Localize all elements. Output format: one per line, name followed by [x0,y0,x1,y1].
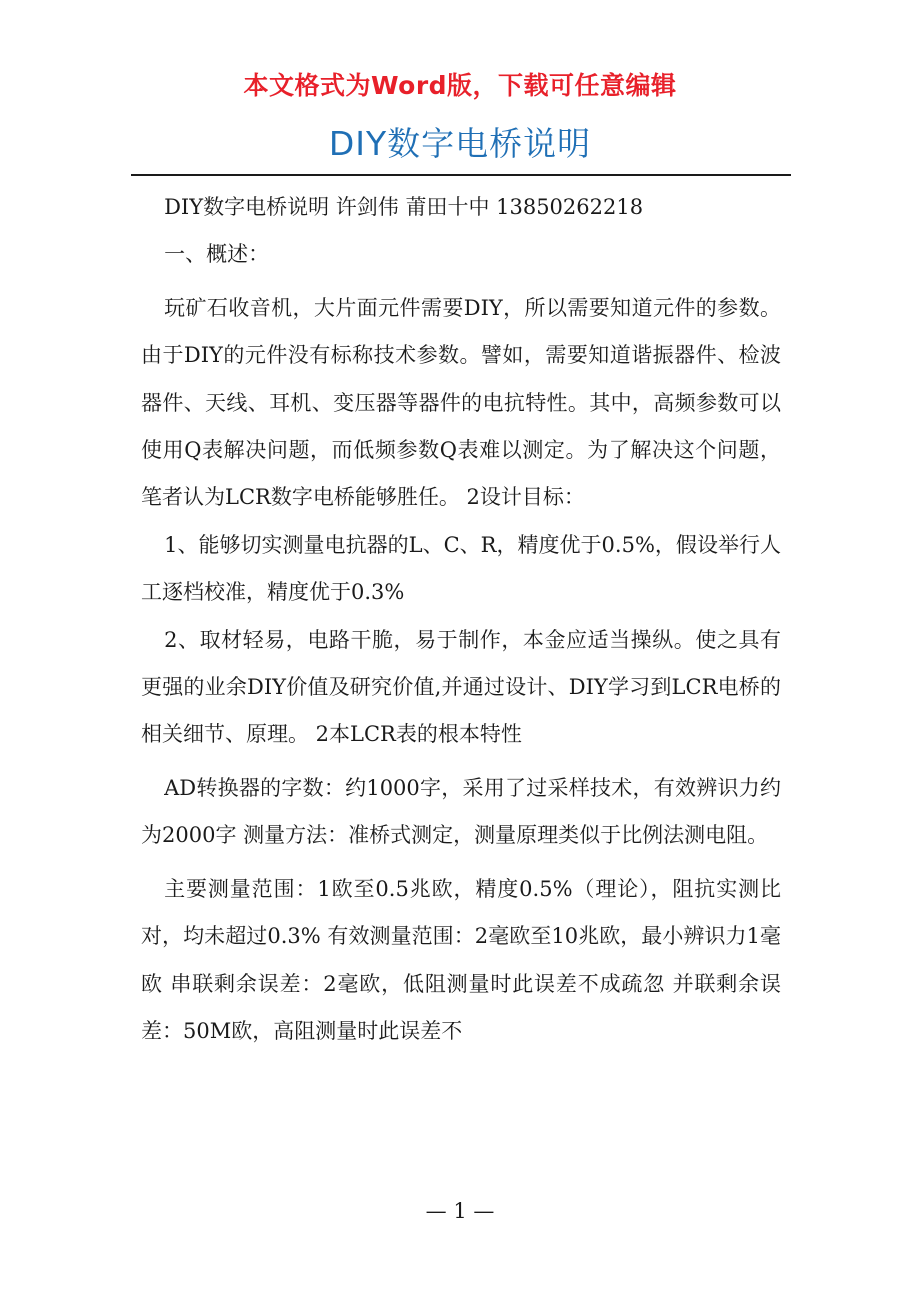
title-divider [131,174,791,176]
paragraph-overview-text: 玩矿石收音机，大片面元件需要DIY，所以需要知道元件的参数。由于DIY的元件没有标称技术参数。譬如，需要知道谐振器件、检波器件、天线、耳机、变压器等器件的电抗特性。其中，高频参数可以使用Q表解决问题，而低频参数Q表难以测定。为了解决这个问题，笔者认为LCR数字电桥能够胜任。 2设计目标： [141,295,781,510]
page-number: — 1 — [425,1199,495,1223]
paragraph-goal-2: 2、取材轻易，电路干脆，易于制作，本金应适当操纵。使之具有更强的业余DIY价值及研究价值,并通过设计、DIY学习到LCR电桥的相关细节、原理。 2本LCR表的根本特性 [141,627,781,747]
paragraph-ad-converter: AD转换器的字数：约1000字，采用了过采样技术，有效辨识力约为2000字 测量方法：准桥式测定，测量原理类似于比例法测电阻。 [141,775,781,848]
paragraph-author-line: DIY数字电桥说明 许剑伟 莆田十中 13850262218 [164,195,644,219]
editable-notice-banner: 本文格式为Word版，下载可任意编辑 [243,71,677,100]
paragraph-measurement-range: 主要测量范围：1欧至0.5兆欧，精度0.5%（理论），阻抗实测比对，均未超过0.3% 有效测量范围：2毫欧至10兆欧，最小辨识力1毫欧 串联剩余误差：2毫欧，低阻测量时此误差不成疏忽 并联剩余误差：50M欧，高阻测量时此误差不 [141,876,781,1043]
paragraph-overview-heading: 一、概述： [164,242,270,267]
paragraph-goal-1: 1、能够切实测量电抗器的L、C、R，精度优于0.5%，假设举行人工逐档校准，精度优于0.3% [141,532,781,605]
document-body [141,184,781,1055]
document-title: DIY数字电桥说明 [328,124,592,163]
